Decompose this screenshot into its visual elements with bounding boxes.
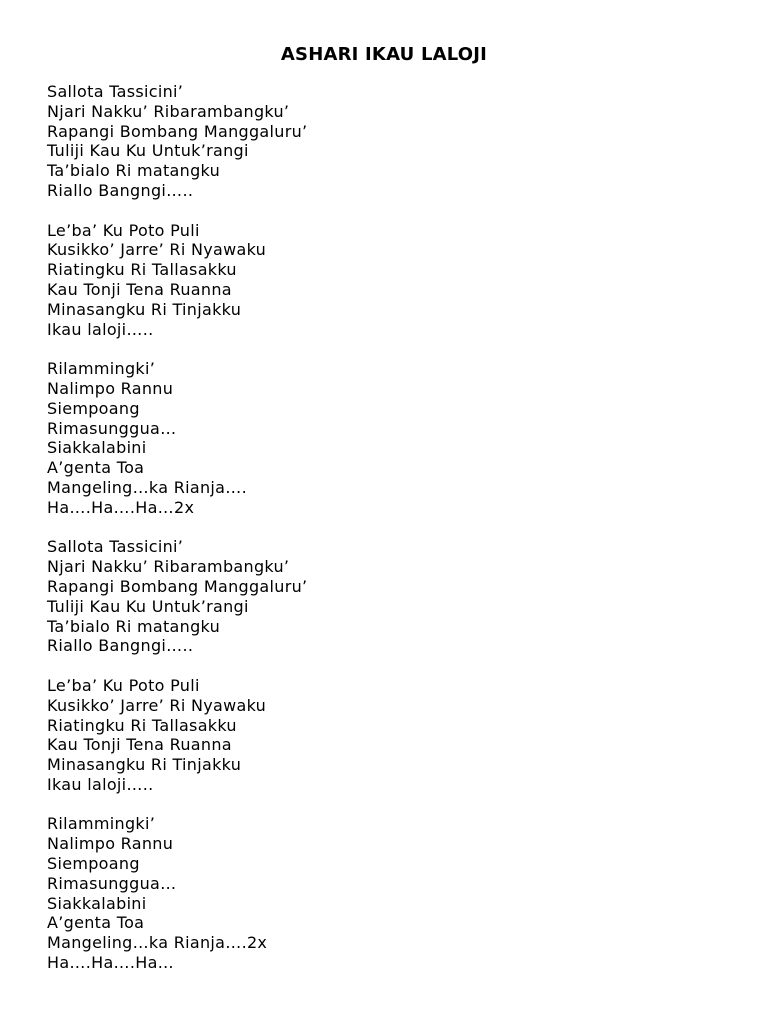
lyric-line: Kusikko’ Jarre’ Ri Nyawaku	[47, 240, 267, 260]
lyric-line: Siempoang	[47, 398, 140, 418]
lyric-line: Rapangi Bombang Manggaluru’	[47, 121, 308, 141]
lyric-line: Rimasunggua…	[47, 418, 177, 438]
lyric-line: Ta’bialo Ri matangku	[47, 616, 221, 636]
lyric-line: Riatingku Ri Tallasakku	[47, 260, 237, 280]
lyric-line: Ha….Ha….Ha…2x	[47, 497, 195, 517]
lyric-line: Riallo Bangngi…..	[47, 180, 194, 200]
lyric-line: Rilammingki’	[47, 814, 156, 834]
lyric-line: Minasangku Ri Tinjakku	[47, 299, 242, 319]
lyric-line: Ikau laloji…..	[47, 774, 154, 794]
lyrics-body	[47, 82, 747, 993]
lyric-line: Siakkalabini	[47, 893, 147, 913]
lyric-line: Rilammingki’	[47, 359, 156, 379]
stanza	[47, 221, 747, 340]
lyric-line: Mangeling…ka Rianja….	[47, 477, 247, 497]
lyric-line: Nalimpo Rannu	[47, 378, 174, 398]
lyric-line: Le’ba’ Ku Poto Puli	[47, 220, 200, 240]
lyric-line: A’genta Toa	[47, 458, 145, 478]
lyric-line: Kusikko’ Jarre’ Ri Nyawaku	[47, 695, 267, 715]
stanza	[47, 359, 747, 517]
lyric-line: Ikau laloji…..	[47, 319, 154, 339]
lyric-line: A’genta Toa	[47, 913, 145, 933]
lyric-line: Kau Tonji Tena Ruanna	[47, 735, 232, 755]
stanza	[47, 82, 747, 201]
lyric-line: Rimasunggua…	[47, 873, 177, 893]
lyric-line: Sallota Tassicini’	[47, 537, 184, 557]
lyric-line: Sallota Tassicini’	[47, 82, 184, 101]
lyric-line: Nalimpo Rannu	[47, 834, 174, 854]
lyric-line: Njari Nakku’ Ribarambangku’	[47, 101, 290, 121]
lyric-line: Riallo Bangngi…..	[47, 636, 194, 656]
lyric-line: Mangeling…ka Rianja….2x	[47, 933, 268, 953]
stanza	[47, 814, 747, 972]
lyric-line: Riatingku Ri Tallasakku	[47, 715, 237, 735]
lyric-line: Minasangku Ri Tinjakku	[47, 755, 242, 775]
lyric-line: Siempoang	[47, 854, 140, 874]
lyric-line: Ta’bialo Ri matangku	[47, 161, 221, 181]
lyric-line: Njari Nakku’ Ribarambangku’	[47, 557, 290, 577]
lyric-line: Siakkalabini	[47, 438, 147, 458]
stanza	[47, 676, 747, 795]
stanza	[47, 537, 747, 656]
lyric-line: Ha….Ha….Ha…	[47, 953, 174, 973]
lyric-line: Tuliji Kau Ku Untuk’rangi	[47, 141, 249, 161]
page-title: ASHARI IKAU LALOJI	[280, 44, 488, 65]
lyric-line: Kau Tonji Tena Ruanna	[47, 279, 232, 299]
lyric-line: Le’ba’ Ku Poto Puli	[47, 675, 200, 695]
lyric-line: Rapangi Bombang Manggaluru’	[47, 576, 308, 596]
lyric-line: Tuliji Kau Ku Untuk’rangi	[47, 596, 249, 616]
